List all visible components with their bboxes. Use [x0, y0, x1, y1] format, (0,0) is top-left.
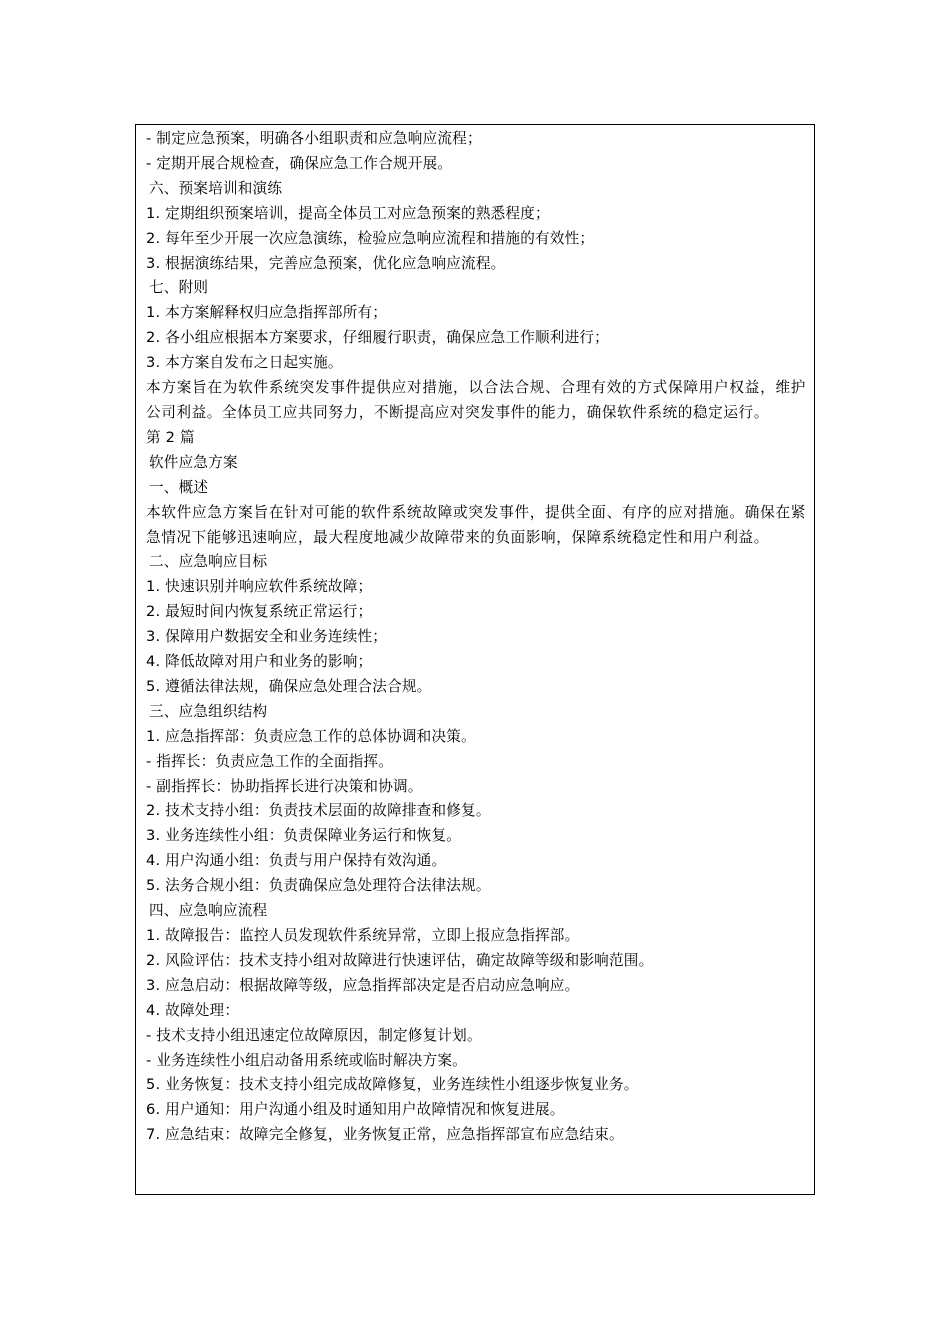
text-line: 1. 定期组织预案培训，提高全体员工对应急预案的熟悉程度；: [146, 204, 550, 222]
section-heading: 六、预案培训和演练: [149, 179, 283, 197]
text-line: 2. 风险评估：技术支持小组对故障进行快速评估，确定故障等级和影响范围。: [146, 951, 654, 969]
text-line: 1. 故障报告：监控人员发现软件系统异常，立即上报应急指挥部。: [146, 927, 580, 944]
text-line: 4. 故障处理：: [146, 1001, 240, 1019]
chapter-label: 第 2 篇: [146, 428, 195, 446]
text-line: 2. 各小组应根据本方案要求，仔细履行职责，确保应急工作顺利进行；: [146, 329, 609, 347]
section-heading: 二、应急响应目标: [149, 553, 268, 571]
text-line: - 业务连续性小组启动备用系统或临时解决方案。: [146, 1051, 467, 1069]
text-line: 2. 技术支持小组：负责技术层面的故障排查和修复。: [146, 802, 491, 820]
text-line: - 技术支持小组迅速定位故障原因，制定修复计划。: [146, 1026, 482, 1044]
text-line: 2. 最短时间内恢复系统正常运行；: [146, 603, 373, 621]
section-heading: 七、附则: [149, 279, 209, 297]
text-line: 5. 遵循法律法规，确保应急处理合法合规。: [146, 677, 432, 695]
text-line: - 副指挥长：协助指挥长进行决策和协调。: [146, 777, 423, 795]
section-heading: 三、应急组织结构: [149, 702, 268, 720]
text-line: 3. 根据演练结果，完善应急预案，优化应急响应流程。: [146, 254, 506, 272]
text-line: 1. 快速识别并响应软件系统故障；: [146, 578, 373, 596]
text-line: 5. 业务恢复：技术支持小组完成故障修复，业务连续性小组逐步恢复业务。: [146, 1076, 639, 1094]
document-content-box: [135, 124, 815, 1195]
section-heading: 一、概述: [149, 478, 209, 496]
text-line: 5. 法务合规小组：负责确保应急处理符合法律法规。: [146, 877, 491, 895]
text-line: 3. 应急启动：根据故障等级，应急指挥部决定是否启动应急响应。: [146, 976, 580, 994]
text-line: 3. 业务连续性小组：负责保障业务运行和恢复。: [146, 827, 462, 845]
text-line: 3. 保障用户数据安全和业务连续性；: [146, 628, 388, 646]
text-line: 7. 应急结束：故障完全修复，业务恢复正常，应急指挥部宣布应急结束。: [146, 1126, 624, 1144]
text-line: - 定期开展合规检查，确保应急工作合规开展。: [146, 154, 453, 172]
text-line: 2. 每年至少开展一次应急演练，检验应急响应流程和措施的有效性；: [146, 229, 595, 247]
text-line: 6. 用户通知：用户沟通小组及时通知用户故障情况和恢复进展。: [146, 1101, 565, 1119]
text-line: 4. 降低故障对用户和业务的影响；: [146, 653, 373, 671]
text-line: 3. 本方案自发布之日起实施。: [146, 354, 343, 372]
paragraph: 本方案旨在为软件系统突发事件提供应对措施，以合法合规、合理有效的方式保障用户权益，维护公司利益。全体员工应共同努力，不断提高应对突发事件的能力，确保软件系统的稳定运行。: [146, 379, 806, 421]
text-line: 1. 本方案解释权归应急指挥部所有；: [146, 304, 388, 322]
section-heading: 四、应急响应流程: [149, 902, 268, 920]
text-line: 4. 用户沟通小组：负责与用户保持有效沟通。: [146, 852, 447, 870]
text-line: 1. 应急指挥部：负责应急工作的总体协调和决策。: [146, 727, 476, 745]
text-line: - 指挥长：负责应急工作的全面指挥。: [146, 752, 394, 770]
document-title: 软件应急方案: [149, 453, 238, 471]
paragraph: 本软件应急方案旨在针对可能的软件系统故障或突发事件，提供全面、有序的应对措施。确保在紧急情况下能够迅速响应，最大程度地减少故障带来的负面影响，保障系统稳定性和用户利益。: [146, 503, 806, 546]
text-line: - 制定应急预案，明确各小组职责和应急响应流程；: [146, 130, 482, 147]
